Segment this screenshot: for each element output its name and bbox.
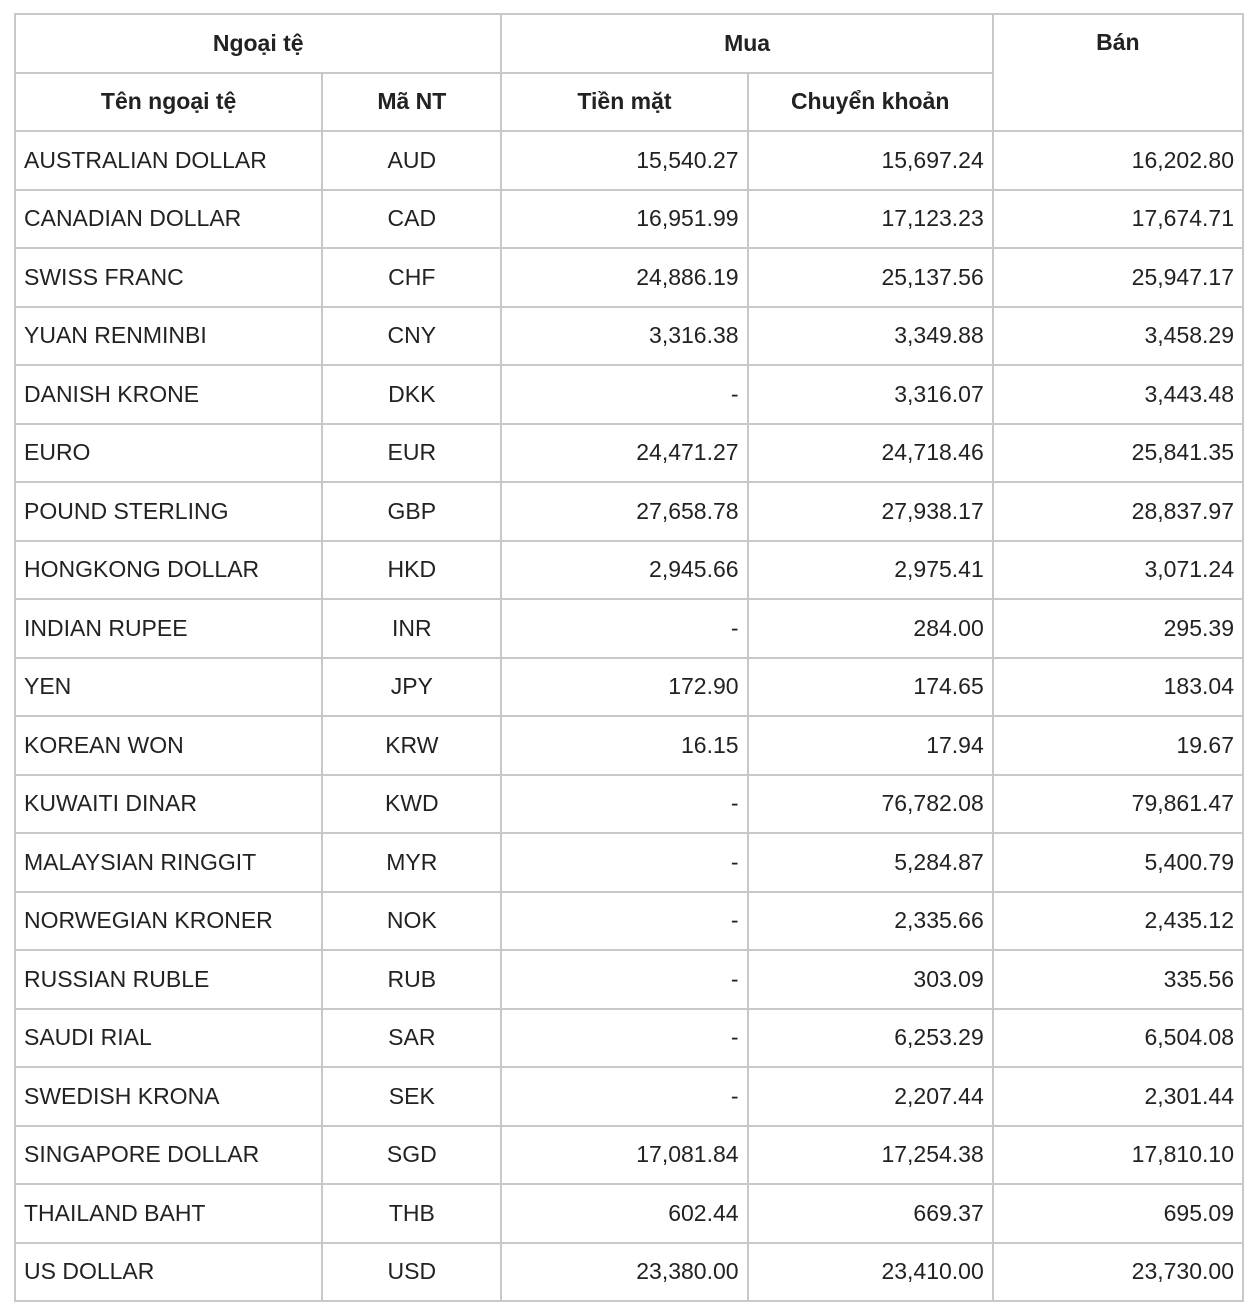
buy-cash-cell: 23,380.00 [501,1243,747,1302]
header-buy-cash: Tiền mặt [501,73,747,132]
table-header [15,14,1243,131]
sell-cell: 3,443.48 [993,365,1243,424]
buy-transfer-cell: 17.94 [748,716,993,775]
buy-cash-cell: 27,658.78 [501,482,747,541]
currency-name-cell: KUWAITI DINAR [15,775,322,834]
sell-cell: 79,861.47 [993,775,1243,834]
currency-name-cell: AUSTRALIAN DOLLAR [15,131,322,190]
table-row [15,1009,1243,1068]
buy-cash-cell: - [501,775,747,834]
sell-cell: 295.39 [993,599,1243,658]
buy-transfer-cell: 174.65 [748,658,993,717]
buy-transfer-cell: 76,782.08 [748,775,993,834]
currency-code-cell: THB [322,1184,501,1243]
buy-cash-cell: 16,951.99 [501,190,747,249]
buy-cash-cell: - [501,892,747,951]
header-row-group [15,14,1243,73]
exchange-rate-table [14,13,1244,1302]
currency-name-cell: KOREAN WON [15,716,322,775]
currency-code-cell: KRW [322,716,501,775]
currency-name-cell: NORWEGIAN KRONER [15,892,322,951]
table-row [15,833,1243,892]
sell-cell: 3,071.24 [993,541,1243,600]
sell-cell: 5,400.79 [993,833,1243,892]
table-row [15,1067,1243,1126]
sell-cell: 2,301.44 [993,1067,1243,1126]
table-row [15,482,1243,541]
currency-code-cell: JPY [322,658,501,717]
buy-transfer-cell: 15,697.24 [748,131,993,190]
table-row [15,541,1243,600]
currency-code-cell: SGD [322,1126,501,1185]
currency-code-cell: USD [322,1243,501,1302]
buy-cash-cell: 2,945.66 [501,541,747,600]
sell-cell: 19.67 [993,716,1243,775]
currency-code-cell: GBP [322,482,501,541]
buy-transfer-cell: 17,254.38 [748,1126,993,1185]
table-row [15,131,1243,190]
buy-cash-cell: - [501,1009,747,1068]
buy-cash-cell: - [501,365,747,424]
currency-code-cell: HKD [322,541,501,600]
buy-cash-cell: 24,886.19 [501,248,747,307]
currency-code-cell: MYR [322,833,501,892]
buy-transfer-cell: 25,137.56 [748,248,993,307]
currency-name-cell: RUSSIAN RUBLE [15,950,322,1009]
buy-transfer-cell: 24,718.46 [748,424,993,483]
buy-transfer-cell: 2,335.66 [748,892,993,951]
buy-cash-cell: - [501,950,747,1009]
header-buy-group: Mua [501,14,992,73]
table-row [15,365,1243,424]
buy-cash-cell: - [501,833,747,892]
table-row [15,775,1243,834]
header-currency-group: Ngoại tệ [15,14,501,73]
currency-code-cell: NOK [322,892,501,951]
buy-cash-cell: - [501,599,747,658]
currency-code-cell: SAR [322,1009,501,1068]
table-row [15,1184,1243,1243]
currency-name-cell: YUAN RENMINBI [15,307,322,366]
currency-code-cell: RUB [322,950,501,1009]
header-buy-transfer: Chuyển khoản [748,73,993,132]
buy-transfer-cell: 27,938.17 [748,482,993,541]
table-row [15,248,1243,307]
buy-cash-cell: 17,081.84 [501,1126,747,1185]
currency-name-cell: THAILAND BAHT [15,1184,322,1243]
sell-cell: 25,947.17 [993,248,1243,307]
currency-name-cell: SWISS FRANC [15,248,322,307]
buy-cash-cell: 16.15 [501,716,747,775]
sell-cell: 183.04 [993,658,1243,717]
currency-code-cell: INR [322,599,501,658]
currency-name-cell: MALAYSIAN RINGGIT [15,833,322,892]
buy-transfer-cell: 23,410.00 [748,1243,993,1302]
currency-code-cell: CNY [322,307,501,366]
table-row [15,892,1243,951]
currency-name-cell: EURO [15,424,322,483]
header-currency-code: Mã NT [322,73,501,132]
buy-cash-cell: 602.44 [501,1184,747,1243]
table-row [15,950,1243,1009]
currency-name-cell: YEN [15,658,322,717]
table-row [15,1126,1243,1185]
sell-cell: 2,435.12 [993,892,1243,951]
sell-cell: 28,837.97 [993,482,1243,541]
sell-cell: 6,504.08 [993,1009,1243,1068]
currency-code-cell: CHF [322,248,501,307]
currency-code-cell: SEK [322,1067,501,1126]
sell-cell: 25,841.35 [993,424,1243,483]
buy-cash-cell: 15,540.27 [501,131,747,190]
buy-transfer-cell: 17,123.23 [748,190,993,249]
sell-cell: 695.09 [993,1184,1243,1243]
sell-cell: 16,202.80 [993,131,1243,190]
currency-name-cell: INDIAN RUPEE [15,599,322,658]
table-row [15,424,1243,483]
buy-cash-cell: 24,471.27 [501,424,747,483]
currency-code-cell: KWD [322,775,501,834]
table-body [15,131,1243,1301]
exchange-rate-table-container [14,13,1244,1302]
sell-cell: 335.56 [993,950,1243,1009]
buy-transfer-cell: 3,316.07 [748,365,993,424]
buy-transfer-cell: 303.09 [748,950,993,1009]
buy-transfer-cell: 3,349.88 [748,307,993,366]
table-row [15,1243,1243,1302]
currency-name-cell: CANADIAN DOLLAR [15,190,322,249]
currency-name-cell: DANISH KRONE [15,365,322,424]
table-row [15,599,1243,658]
sell-cell: 3,458.29 [993,307,1243,366]
table-row [15,716,1243,775]
buy-transfer-cell: 2,975.41 [748,541,993,600]
currency-name-cell: POUND STERLING [15,482,322,541]
currency-code-cell: CAD [322,190,501,249]
currency-code-cell: DKK [322,365,501,424]
header-sell: Bán [993,14,1243,131]
buy-transfer-cell: 2,207.44 [748,1067,993,1126]
buy-transfer-cell: 284.00 [748,599,993,658]
sell-cell: 23,730.00 [993,1243,1243,1302]
currency-code-cell: AUD [322,131,501,190]
currency-name-cell: SAUDI RIAL [15,1009,322,1068]
buy-cash-cell: - [501,1067,747,1126]
currency-name-cell: SWEDISH KRONA [15,1067,322,1126]
table-row [15,307,1243,366]
header-currency-name: Tên ngoại tệ [15,73,322,132]
currency-code-cell: EUR [322,424,501,483]
table-row [15,190,1243,249]
currency-name-cell: SINGAPORE DOLLAR [15,1126,322,1185]
buy-cash-cell: 172.90 [501,658,747,717]
sell-cell: 17,674.71 [993,190,1243,249]
buy-cash-cell: 3,316.38 [501,307,747,366]
buy-transfer-cell: 669.37 [748,1184,993,1243]
buy-transfer-cell: 6,253.29 [748,1009,993,1068]
sell-cell: 17,810.10 [993,1126,1243,1185]
table-row [15,658,1243,717]
buy-transfer-cell: 5,284.87 [748,833,993,892]
currency-name-cell: US DOLLAR [15,1243,322,1302]
currency-name-cell: HONGKONG DOLLAR [15,541,322,600]
